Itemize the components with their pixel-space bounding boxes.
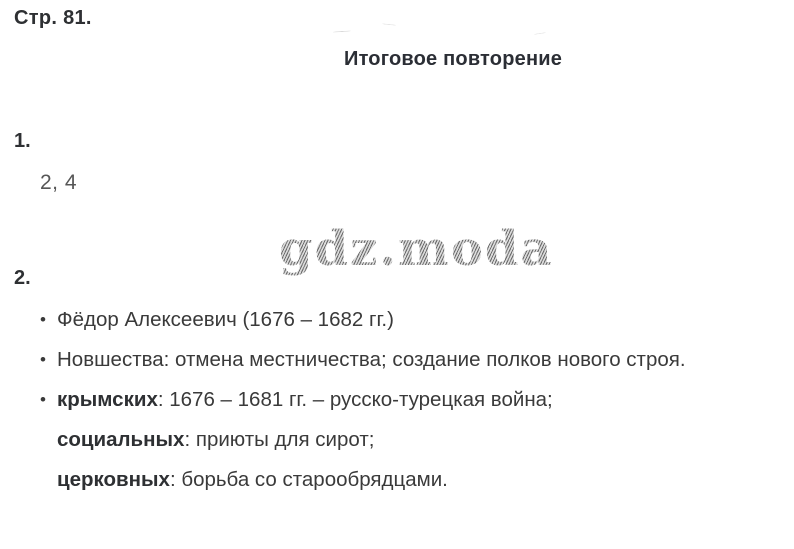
bullet-marker: • [40, 310, 46, 329]
list-item [40, 348, 686, 371]
item-text: Фёдор Алексеевич (1676 – 1682 гг.) [57, 308, 394, 331]
page-number-label: Стр. 81. [14, 7, 92, 29]
item-text: Новшества: отмена местничества; создание полков нового строя. [57, 348, 686, 371]
list-item [40, 428, 686, 451]
task-2-answer-list [40, 308, 686, 508]
scan-artifact [382, 23, 396, 25]
task-2-number: 2. [14, 267, 31, 289]
item-term: социальных [57, 428, 185, 451]
task-1-answer: 2, 4 [40, 171, 78, 194]
scan-artifact [333, 30, 351, 32]
watermark: gdz.moda [279, 221, 554, 277]
item-term: церковных [57, 468, 170, 491]
item-text: : приюты для сирот; [184, 428, 375, 451]
list-item [40, 308, 686, 331]
bullet-marker: • [40, 390, 46, 409]
item-text: : борьба со старообрядцами. [169, 468, 448, 491]
bullet-marker: • [40, 350, 46, 369]
item-term: крымских [57, 388, 158, 411]
list-item [40, 468, 686, 491]
item-text: : 1676 – 1681 гг. – русско-турецкая война; [157, 388, 553, 411]
scan-artifact [534, 32, 546, 35]
list-item [40, 388, 686, 411]
page-title: Итоговое повторение [344, 48, 563, 70]
task-1-number: 1. [14, 130, 31, 152]
